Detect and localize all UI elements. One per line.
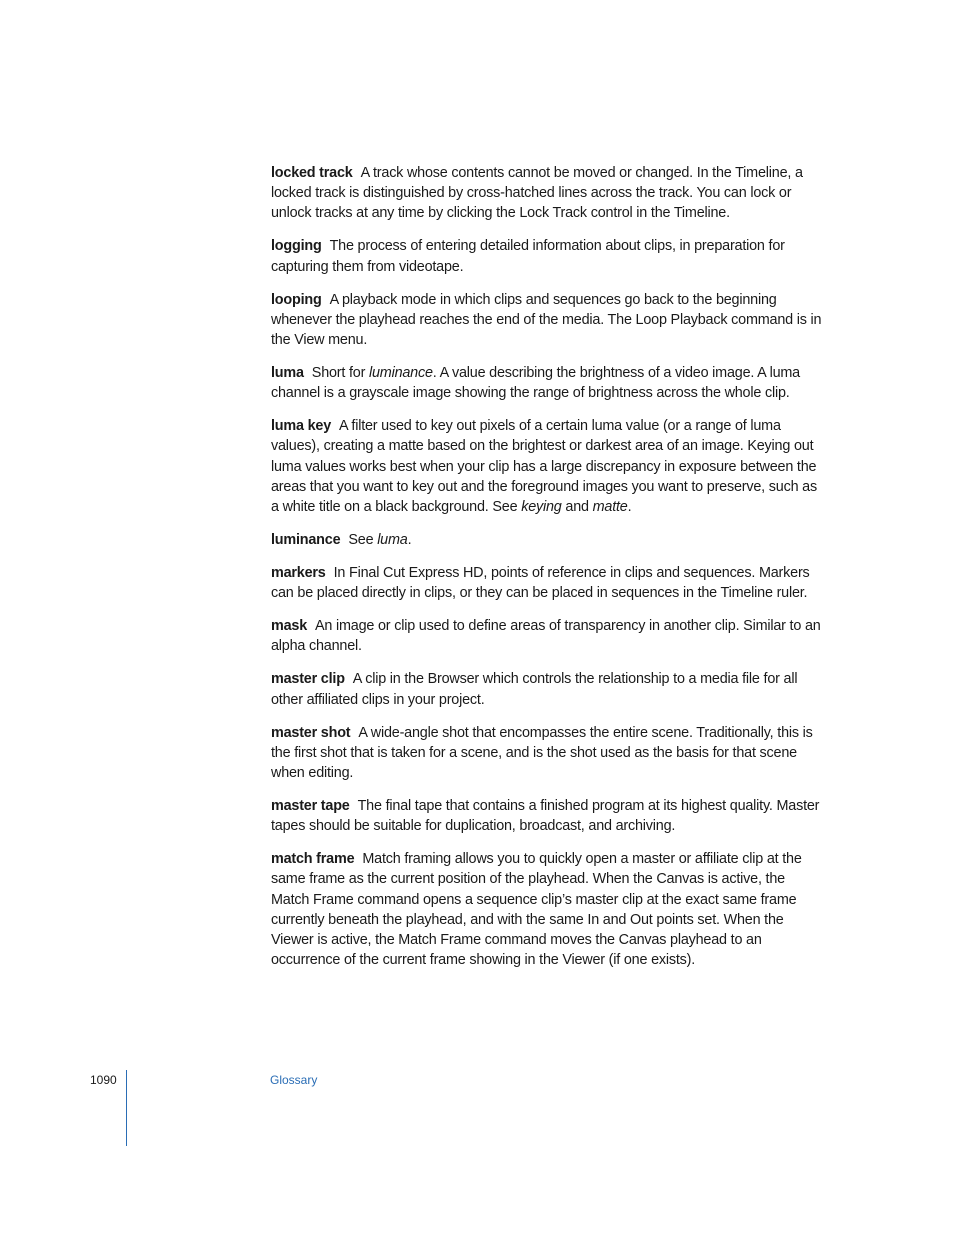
entry-term: markers bbox=[271, 565, 326, 582]
entry-definition: A wide-angle shot that encompasses the entire scene. Traditionally, this is the first shot that is taken for a scene, and is the shot used as the basis for that scene when editing. bbox=[271, 724, 813, 782]
entry-cross-reference: matte bbox=[592, 499, 628, 516]
entry-term: luminance bbox=[271, 532, 341, 549]
entry-cross-reference: luma bbox=[377, 532, 408, 549]
entry-term: mask bbox=[271, 618, 308, 635]
entry-term: master clip bbox=[271, 671, 345, 688]
entry-term: locked track bbox=[271, 165, 353, 181]
glossary-entry-luminance bbox=[271, 530, 823, 550]
glossary-entry-mask bbox=[271, 616, 823, 656]
glossary-entry-master-shot bbox=[271, 723, 823, 784]
glossary-content bbox=[271, 163, 823, 983]
entry-term: match frame bbox=[271, 851, 355, 868]
entry-definition-text: and bbox=[561, 499, 593, 516]
page-number: 1090 bbox=[90, 1073, 117, 1087]
entry-definition: Match framing allows you to quickly open a master or affiliate clip at the same frame as the current position of the playhead. When the Canvas is active, the Match Frame command opens a sequence clip’s master clip at the exact same frame currently beneath the playhead, and with the same In and Out points set. When the Viewer is active, the Match Frame command moves the Canvas playhead to an occurrence of the current frame showing in the Viewer (if one exists). bbox=[271, 851, 802, 969]
glossary-entry-looping bbox=[271, 290, 823, 351]
entry-definition-italic: luminance bbox=[368, 365, 433, 382]
glossary-entry-logging bbox=[271, 236, 823, 276]
entry-term: master tape bbox=[271, 798, 350, 815]
entry-definition: A clip in the Browser which controls the relationship to a media file for all other affiliated clips in your project. bbox=[271, 671, 798, 708]
entry-definition: In Final Cut Express HD, points of reference in clips and sequences. Markers can be placed directly in clips, or they can be placed in sequences in the Timeline ruler. bbox=[271, 565, 810, 602]
section-name: Glossary bbox=[270, 1073, 318, 1087]
entry-definition: A playback mode in which clips and sequences go back to the beginning whenever the playhead reaches the end of the media. The Loop Playback command is in the View menu. bbox=[271, 291, 822, 349]
glossary-entry-markers bbox=[271, 563, 823, 603]
glossary-entry-match-frame bbox=[271, 849, 823, 970]
entry-term: master shot bbox=[271, 724, 351, 741]
entry-definition-text: . A value describing the brightness of a video image. A luma channel is a grayscale image showing the range of brightness across the whole clip. bbox=[271, 365, 800, 402]
glossary-entry-master-clip bbox=[271, 669, 823, 709]
glossary-entry-master-tape bbox=[271, 796, 823, 836]
entry-definition: A track whose contents cannot be moved or changed. In the Timeline, a locked track is distinguished by cross-hatched lines across the track. You can lock or unlock tracks at any time by clicking the Lock Track control in the Timeline. bbox=[271, 165, 803, 222]
entry-definition: The process of entering detailed information about clips, in preparation for capturing them from videotape. bbox=[271, 238, 785, 275]
entry-term: luma key bbox=[271, 418, 331, 435]
entry-term: luma bbox=[271, 365, 304, 382]
entry-definition-text: . bbox=[407, 532, 412, 549]
entry-term: logging bbox=[271, 238, 322, 255]
entry-term: looping bbox=[271, 291, 322, 308]
entry-definition-text: . bbox=[627, 499, 632, 516]
entry-cross-reference: keying bbox=[521, 499, 562, 516]
entry-definition: The final tape that contains a finished program at its highest quality. Master tapes should be suitable for duplication, broadcast, and archiving. bbox=[271, 798, 820, 835]
entry-definition-text: See bbox=[348, 532, 378, 549]
glossary-entry-luma-key bbox=[271, 416, 823, 517]
entry-definition: An image or clip used to define areas of transparency in another clip. Similar to an alpha channel. bbox=[271, 618, 821, 655]
footer-divider bbox=[126, 1070, 127, 1146]
glossary-entry-luma bbox=[271, 363, 823, 403]
entry-definition-text: A filter used to key out pixels of a certain luma value (or a range of luma values), creating a matte based on the brightest or darkest area of an image. Keying out luma values works best when your clip has a large discrepancy in exposure between the areas that you want to key out and the foreground images you want to preserve, such as a white title on a black background. See bbox=[271, 418, 817, 516]
entry-definition-text: Short for bbox=[311, 365, 369, 382]
glossary-entry-locked-track bbox=[271, 163, 823, 224]
